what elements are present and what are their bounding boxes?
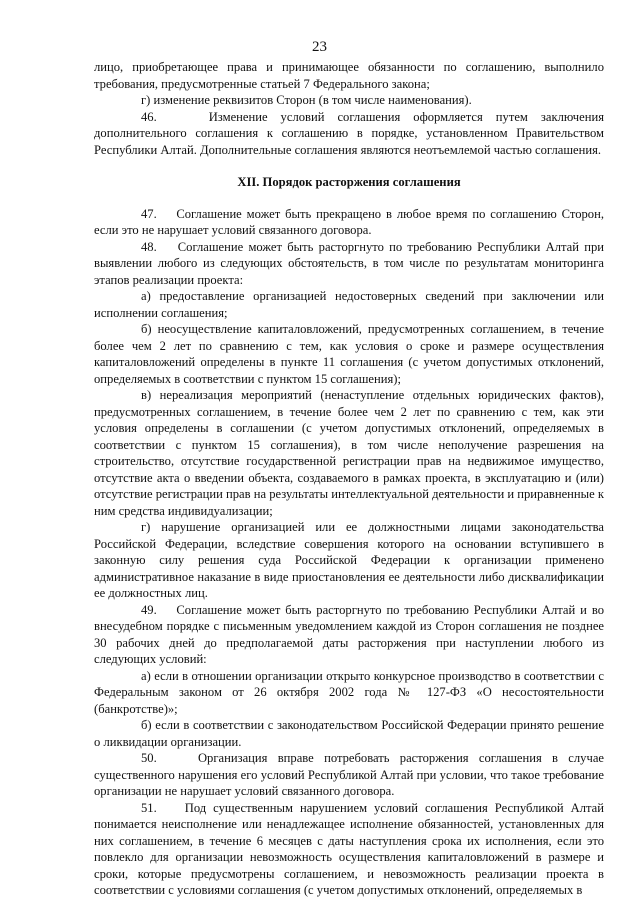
paragraph-47: 47. Соглашение может быть прекращено в любое время по соглашению Сторон, если это не нарушает условий связанного договора.: [94, 206, 604, 237]
paragraph-48-g: г) нарушение организацией или ее должностными лицами законодательства Российской Федерации, вследствие совершения которого на основании вступившего в законную силу решения суда Российской Федерации к организации применено административное наказание в виде приостановления ее деятельности либо дисквалификации ее должностных лиц.: [94, 520, 604, 600]
paragraph-50: 50. Организация вправе потребовать расторжения соглашения в случае существенного нарушения его условий Республикой Алтай при условии, что такое требование организации не нарушает условий связанного договора.: [94, 751, 604, 798]
paragraph-continuation: лицо, приобретающее права и принимающее обязанности по соглашению, выполнило требования, предусмотренные статьей 7 Федерального закона;: [94, 60, 604, 91]
paragraph-item-g: г) изменение реквизитов Сторон (в том числе наименования).: [141, 93, 472, 107]
section-heading: XII. Порядок расторжения соглашения: [237, 175, 461, 189]
paragraph-48-b: б) неосуществление капиталовложений, предусмотренных соглашением, в течение более чем 2 лет по сравнению с тем, как условия о сроке и размере осуществления капиталовложений определены в пункте 11 соглашения (с учетом допустимых отклонений, определяемых в соответствии с пунктом 15 соглашения);: [94, 322, 604, 386]
paragraph-48: 48. Соглашение может быть расторгнуто по требованию Республики Алтай при выявлении любого из следующих обстоятельств, в том числе по результатам мониторинга этапов реализации проекта:: [94, 239, 604, 287]
paragraph-48-v: в) нереализация мероприятий (ненаступление отдельных юридических фактов), предусмотренных соглашением, в течение более чем 2 лет по сравнению с тем, как эти условия определены в соглашении (с учетом допустимых отклонений, определяемых в соответствии с пунктом 15 соглашения), в том числе неполучение разрешения на строительство, отсутствие государственной регистрации прав на недвижимое имущество, отсутствие акта о введении объекта, создаваемого в рамках проекта, в эксплуатацию и (или) отсутствие регистрации прав на результаты интеллектуальной деятельности и приравненные к ним средства индивидуализации;: [94, 388, 604, 518]
document-body: [94, 59, 604, 899]
paragraph-51: 51. Под существенным нарушением условий соглашения Республикой Алтай понимается неисполнение или ненадлежащее исполнение обязанностей, установленных для них соглашением, в течение 6 месяцев с даты наступления срока их исполнения, если это повлекло для организации невозможность осуществления капиталовложений в размере и сроки, которые предусмотрены соглашением, и невозможность реализации проекта в соответствии с условиями соглашения (с учетом допустимых отклонений, определяемых в: [94, 800, 604, 897]
page-number: 23: [312, 39, 327, 55]
paragraph-48-a: а) предоставление организацией недостоверных сведений при заключении или исполнении соглашения;: [94, 289, 604, 320]
paragraph-46: 46. Изменение условий соглашения оформляется путем заключения дополнительного соглашения к соглашению в порядке, установленном Правительством Республики Алтай. Дополнительные соглашения являются неотъемлемой частью соглашения.: [94, 109, 604, 157]
paragraph-49-b: б) если в соответствии с законодательством Российской Федерации принято решение о ликвидации организации.: [94, 718, 604, 749]
paragraph-49: 49. Соглашение может быть расторгнуто по требованию Республики Алтай и во внесудебном порядке с письменным уведомлением каждой из Сторон соглашения не позднее 30 рабочих дней до предполагаемой даты расторжения при наступлении любого из следующих условий:: [94, 602, 604, 666]
paragraph-49-a: а) если в отношении организации открыто конкурсное производство в соответствии с Федеральным законом от 26 октября 2002 года № 127-ФЗ «О несостоятельности (банкротстве)»;: [94, 668, 604, 716]
